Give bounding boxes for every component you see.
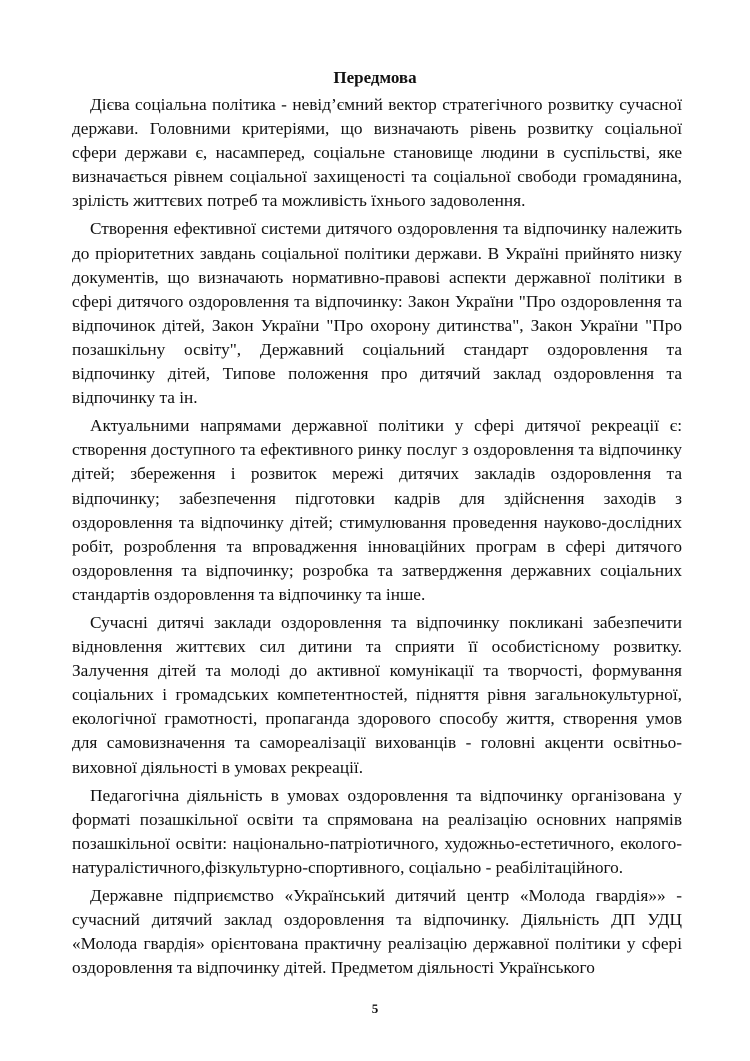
paragraph: Актуальними напрямами державної політики у сфері дитячої рекреації є: створення доступного та ефективного ринку послуг з оздоровлення та відпочинку дітей; збереження і розвиток мережі дитячих закладів оздоровлення та відпочинку; забезпечення підготовки кадрів для здійснення заходів з оздоровлення та відпочинку дітей; стимулювання проведення науково-дослідних робіт, розроблення та впровадження інноваційних програм в сфері дитячого оздоровлення та відпочинку; розробка та затвердження державних соціальних стандартів оздоровлення та відпочинку та інше. (72, 416, 682, 604)
body-text (72, 93, 682, 984)
page-title: Передмова (333, 68, 417, 87)
paragraph: Створення ефективної системи дитячого оздоровлення та відпочинку належить до пріоритетних завдань соціальної політики держави. В Україні прийнято низку документів, що визначають нормативно-правові аспекти державної політики в сфері дитячого оздоровлення та відпочинку: Закон України "Про оздоровлення та відпочинок дітей, Закон України "Про охорону дитинства", Закон України "Про позашкільну освіту", Державний соціальний стандарт оздоровлення та відпочинку дітей, Типове положення про дитячий заклад оздоровлення та відпочинку та ін. (72, 219, 682, 408)
page-number: 5 (371, 1001, 379, 1016)
paragraph: Педагогічна діяльність в умовах оздоровлення та відпочинку організована у форматі позашкільної освіти та спрямована на реалізацію основних напрямів позашкільної освіти: національно-патріотичного, художньо-естетичного, еколого-натуралістичного,фізкультурно-спортивного, соціально - реабілітаційного. (72, 785, 682, 877)
paragraph: Дієва соціальна політика - невід’ємний вектор стратегічного розвитку сучасної держави. Головними критеріями, що визначають рівень розвитку соціальної сфери держави є, насамперед, соціальне становище людини в суспільстві, яке визначається рівнем соціальної захищеності та соціальної свободи громадянина, зрілість життєвих потреб та можливість їхнього задоволення. (72, 95, 682, 211)
paragraph: Державне підприємство «Український дитячий центр «Молода гвардія»» - сучасний дитячий заклад оздоровлення та відпочинку. Діяльність ДП УДЦ «Молода гвардія» орієнтована практичну реалізацію державної політики у сфері оздоровлення та відпочинку дітей. Предметом діяльності Українського (72, 886, 682, 978)
paragraph: Сучасні дитячі заклади оздоровлення та відпочинку покликані забезпечити відновлення життєвих сил дитини та сприяти її особистісному розвитку. Залучення дітей та молоді до активної комунікації та творчості, формування соціальних і громадських компетентностей, підняття рівня загальнокультурної, екологічної грамотності, пропаганда здорового способу життя, створення умов для самовизначення та самореалізації вихованців - головні акценти освітньо-виховної діяльності в умовах рекреації. (72, 612, 682, 777)
